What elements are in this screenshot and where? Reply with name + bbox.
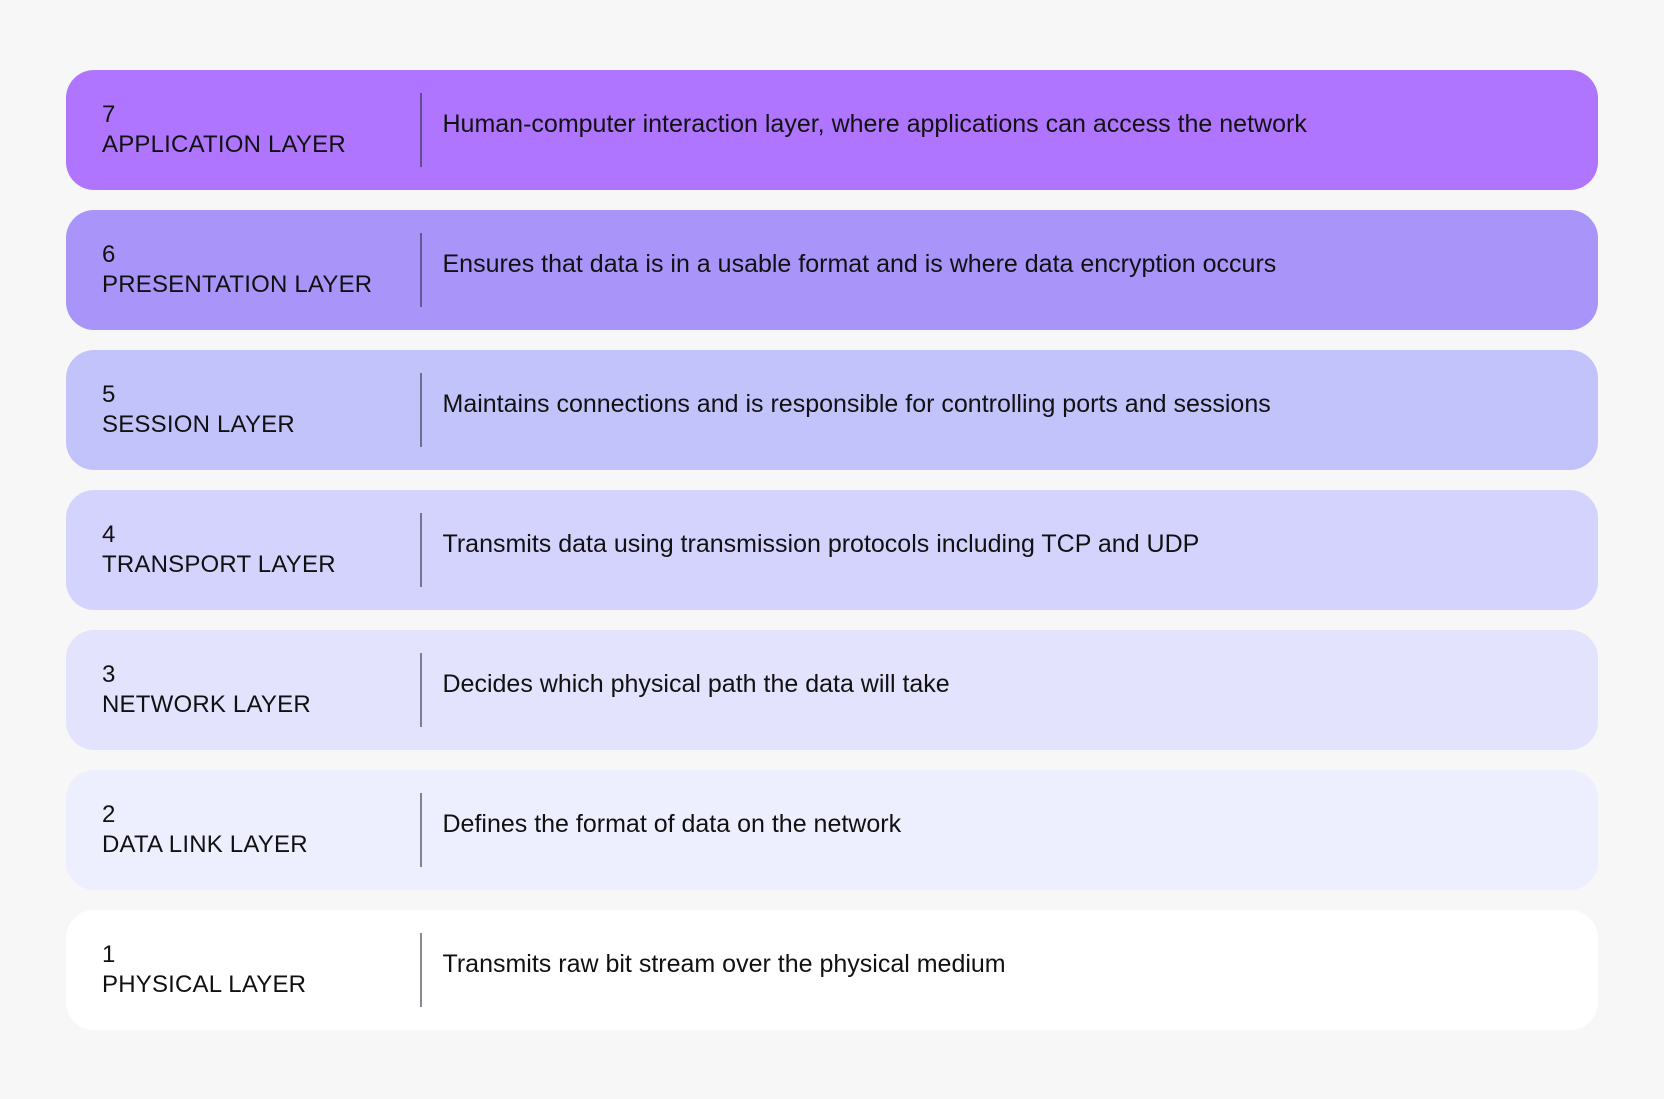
layer-description: Ensures that data is in a usable format and is where data encryption occurs — [442, 249, 1277, 278]
layer-stack — [66, 70, 1598, 1050]
layer-2-data-link — [66, 770, 1598, 890]
layer-name: SESSION LAYER — [102, 411, 295, 438]
layer-name: TRANSPORT LAYER — [102, 551, 336, 578]
layer-label — [102, 800, 420, 860]
layer-3-network — [66, 630, 1598, 750]
layer-name: PHYSICAL LAYER — [102, 971, 307, 998]
layer-5-session — [66, 350, 1598, 470]
layer-number: 1 — [102, 941, 116, 968]
layer-label — [102, 520, 420, 580]
layer-label — [102, 380, 420, 440]
layer-name: APPLICATION LAYER — [102, 131, 346, 158]
layer-number: 4 — [102, 521, 116, 548]
layer-4-transport — [66, 490, 1598, 610]
layer-number: 6 — [102, 241, 116, 268]
layer-description: Decides which physical path the data will take — [442, 669, 950, 698]
layer-number: 5 — [102, 381, 116, 408]
layer-label — [102, 240, 420, 300]
layer-number: 2 — [102, 801, 116, 828]
layer-1-physical — [66, 910, 1598, 1030]
layer-description: Transmits data using transmission protocols including TCP and UDP — [442, 529, 1200, 558]
layer-description: Defines the format of data on the network — [442, 809, 902, 838]
layer-description: Maintains connections and is responsible for controlling ports and sessions — [442, 389, 1271, 418]
layer-name: NETWORK LAYER — [102, 691, 311, 718]
layer-label — [102, 940, 420, 1000]
layer-number: 3 — [102, 661, 116, 688]
layer-name: PRESENTATION LAYER — [102, 271, 373, 298]
layer-number: 7 — [102, 101, 116, 128]
layer-description: Human-computer interaction layer, where applications can access the network — [442, 109, 1307, 138]
layer-name: DATA LINK LAYER — [102, 831, 308, 858]
layer-6-presentation — [66, 210, 1598, 330]
layer-description: Transmits raw bit stream over the physical medium — [442, 949, 1006, 978]
layer-label — [102, 100, 420, 160]
layer-label — [102, 660, 420, 720]
layer-7-application — [66, 70, 1598, 190]
